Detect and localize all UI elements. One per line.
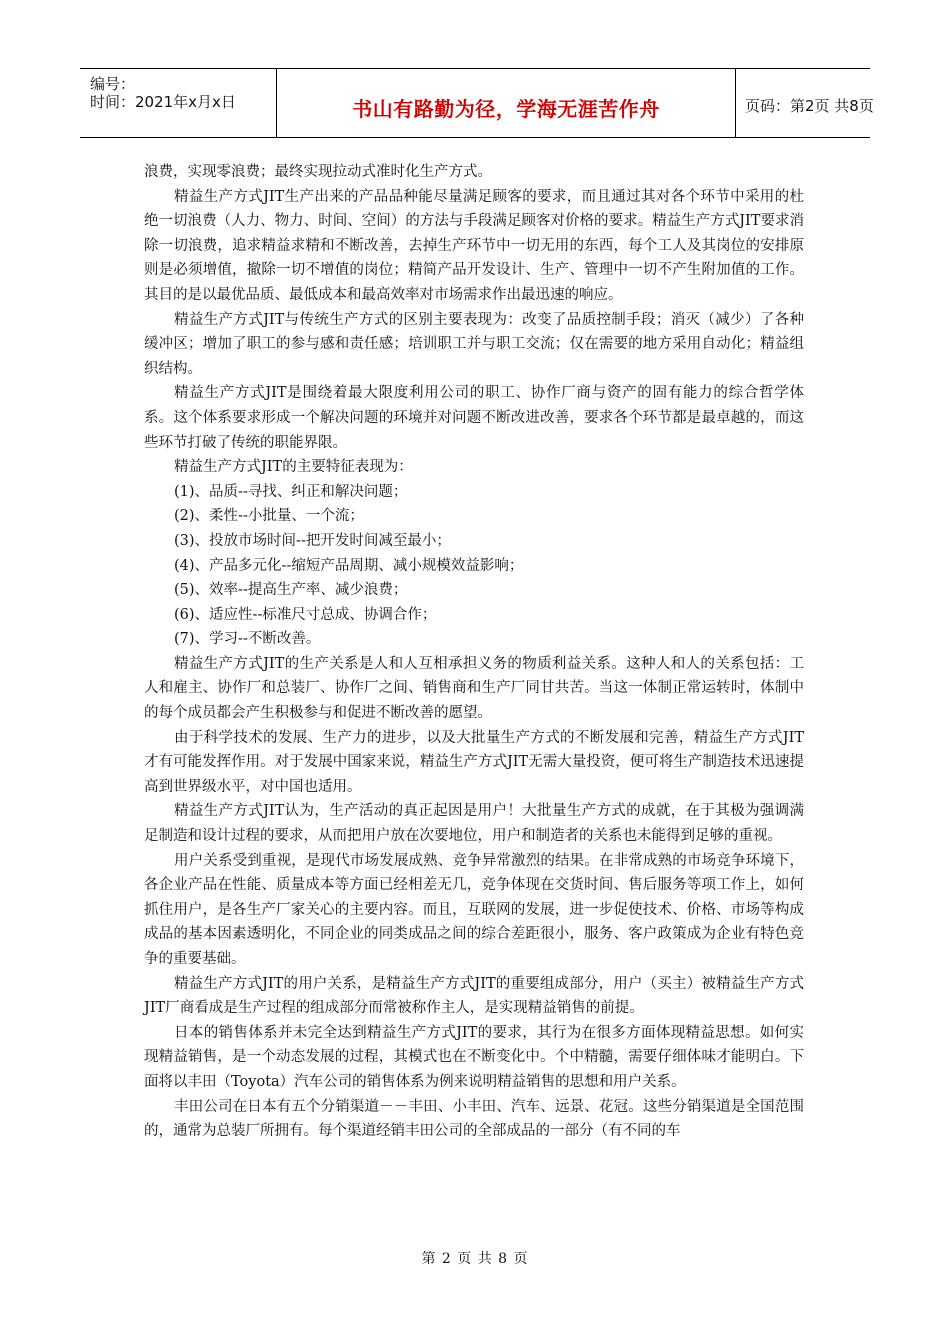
body-paragraph: (6)、适应性--标准尺寸总成、协调合作；: [174, 606, 437, 623]
body-paragraph: (4)、产品多元化--缩短产品周期、减小规模效益影响；: [174, 557, 524, 574]
body-paragraph: (7)、学习--不断改善。: [174, 631, 321, 648]
body-paragraph: (2)、柔性--小批量、一个流；: [174, 508, 364, 525]
header-motto-cell: [276, 69, 736, 137]
header-page-cell: [735, 69, 874, 137]
header-page-number: 页码：第2页 共8页: [745, 97, 874, 115]
body-paragraph: 日本的销售体系并未完全达到精益生产方式JIT的要求，其行为在很多方面体现精益思想。如何实现精益销售，是一个动态发展的过程，其模式也在不断变化中。个中精髓，需要仔细体味才能明白。下面将以丰田（Toyota）汽车公司的销售体系为例来说明精益销售的思想和用户关系。: [144, 1024, 804, 1090]
body-paragraph: 丰田公司在日本有五个分销渠道－－丰田、小丰田、汽车、远景、花冠。这些分销渠道是全国范围的，通常为总装厂所拥有。每个渠道经销丰田公司的全部成品的一部分（有不同的车: [144, 1098, 804, 1140]
body-paragraph: 精益生产方式JIT是围绕着最大限度利用公司的职工、协作厂商与资产的固有能力的综合哲学体系。这个体系要求形成一个解决问题的环境并对问题不断改进改善，要求各个环节都是最卓越的，而这些环节打破了传统的职能界限。: [144, 385, 804, 451]
page-header: [80, 68, 874, 138]
header-motto: 书山有路勤为径，学海无涯苦作舟: [352, 97, 660, 121]
body-paragraph: (1)、品质--寻找、纠正和解决问题；: [174, 483, 408, 500]
body-paragraph: 精益生产方式JIT生产出来的产品品种能尽量满足顾客的要求，而且通过其对各个环节中采用的杜绝一切浪费（人力、物力、时间、空间）的方法与手段满足顾客对价格的要求。精益生产方式JIT要求消除一切浪费，追求精益求精和不断改善，去掉生产环节中一切无用的东西，每个工人及其岗位的安排原则是必须增值，撤除一切不增值的岗位；精简产品开发设计、生产、管理中一切不产生附加值的工作。其目的是以最优品质、最低成本和最高效率对市场需求作出最迅速的响应。: [144, 188, 804, 303]
body-paragraph: 精益生产方式JIT的主要特征表现为：: [174, 459, 413, 476]
page-footer: 第 2 页 共 8 页: [421, 1251, 529, 1267]
body-paragraph: (5)、效率--提高生产率、减少浪费；: [174, 582, 408, 599]
document-body: [144, 160, 804, 1144]
body-paragraph: 精益生产方式JIT认为，生产活动的真正起因是用户！大批量生产方式的成就，在于其极为强调满足制造和设计过程的要求，从而把用户放在次要地位，用户和制造者的关系也未能得到足够的重视。: [144, 803, 804, 845]
document-number-label: 编号：: [90, 75, 136, 93]
body-paragraph: 精益生产方式JIT与传统生产方式的区别主要表现为：改变了品质控制手段；消灭（减少）了各种缓冲区；增加了职工的参与感和责任感；培训职工并与职工交流；仅在需要的地方采用自动化；精益组织结构。: [144, 311, 804, 377]
body-paragraph: 用户关系受到重视，是现代市场发展成熟、竞争异常激烈的结果。在非常成熟的市场竞争环境下，各企业产品在性能、质量成本等方面已经相差无几，竞争体现在交货时间、售后服务等项工作上，如何抓住用户，是各生产厂家关心的主要内容。而且，互联网的发展，进一步促使技术、价格、市场等构成成品的基本因素透明化，不同企业的同类成品之间的综合差距很小，服务、客户政策成为企业有特色竞争的重要基础。: [144, 852, 804, 967]
body-paragraph: 精益生产方式JIT的用户关系，是精益生产方式JIT的重要组成部分，用户（买主）被精益生产方式JIT厂商看成是生产过程的组成部分而常被称作主人，是实现精益销售的前提。: [144, 975, 804, 1017]
body-paragraph: 浪费，实现零浪费；最终实现拉动式准时化生产方式。: [144, 164, 492, 180]
body-paragraph: 由于科学技术的发展、生产力的进步，以及大批量生产方式的不断发展和完善，精益生产方式JIT才有可能发挥作用。对于发展中国家来说，精益生产方式JIT无需大量投资，便可将生产制造技术迅速提高到世界级水平，对中国也适用。: [144, 729, 804, 795]
body-paragraph: (3)、投放市场时间--把开发时间减至最小；: [174, 532, 451, 549]
body-paragraph: 精益生产方式JIT的生产关系是人和人互相承担义务的物质利益关系。这种人和人的关系包括：工人和雇主、协作厂和总装厂、协作厂之间、销售商和生产厂同甘共苦。当这一体制正常运转时，体制中的每个成员都会产生积极参与和促进不断改善的愿望。: [144, 655, 804, 722]
document-date-label: 时间：2021年x月x日: [90, 93, 236, 111]
header-left-cell: [80, 69, 276, 137]
